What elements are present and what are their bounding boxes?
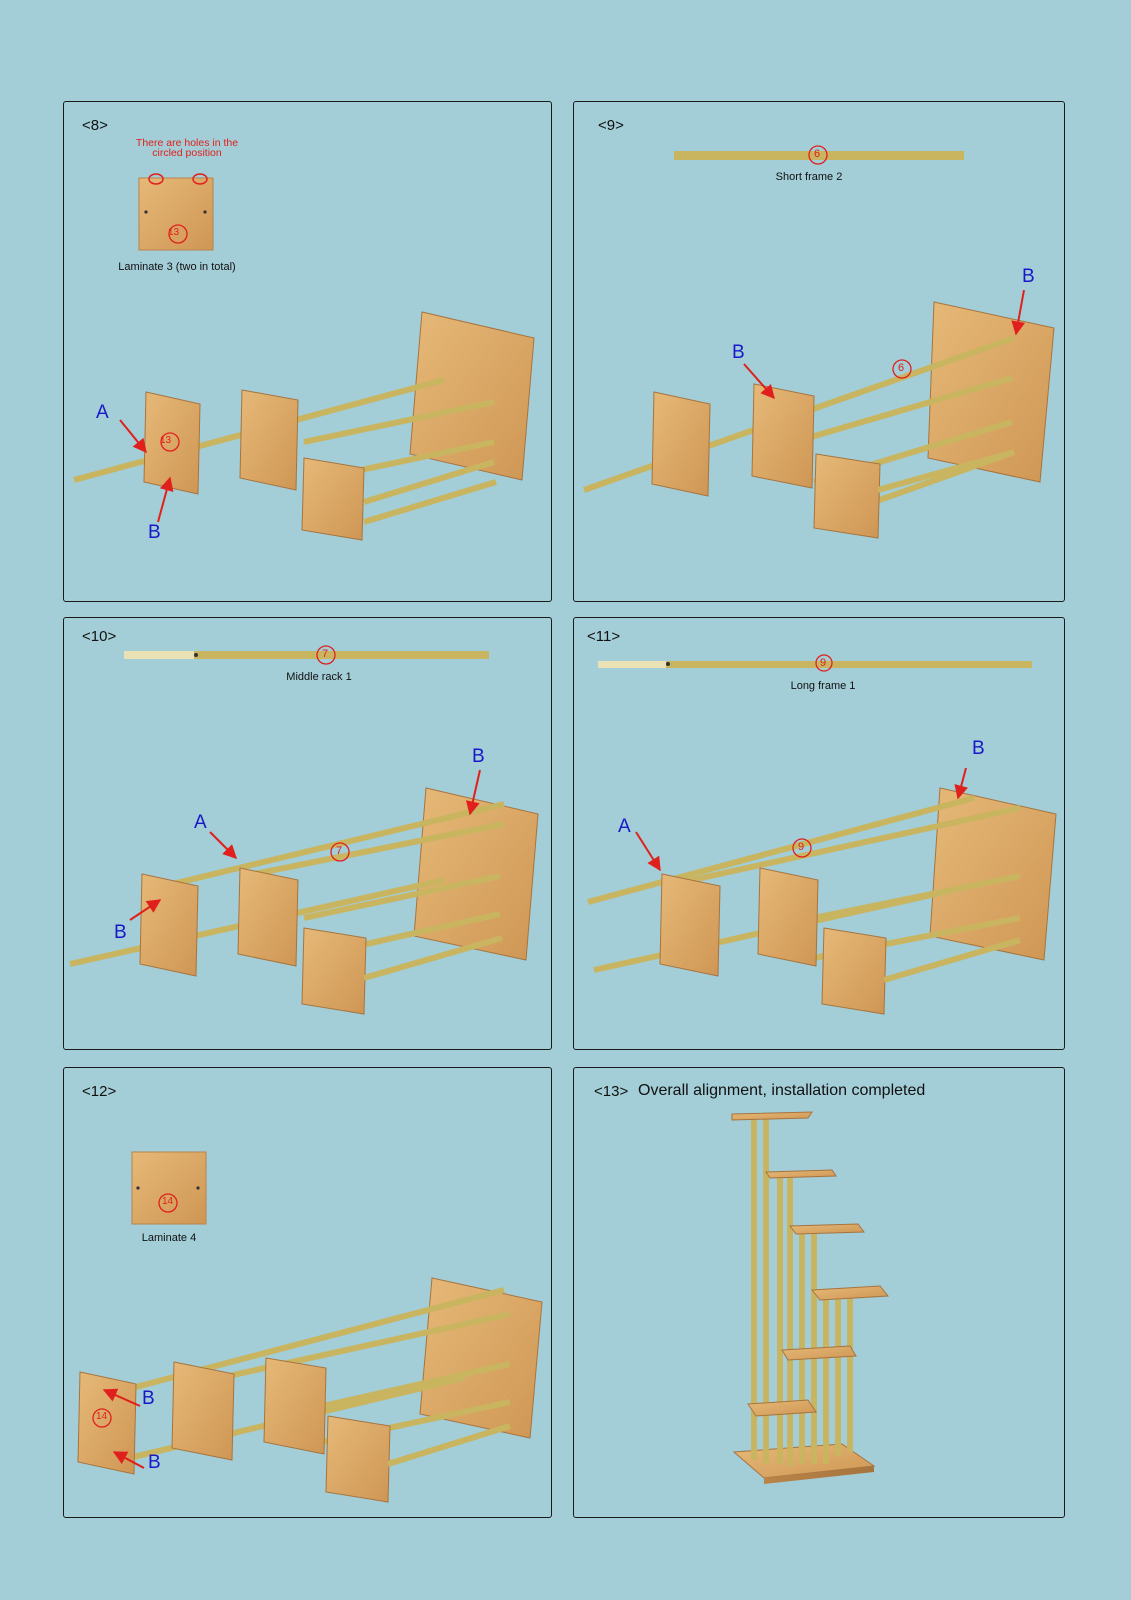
label-b: B [472, 746, 485, 767]
step-12-panel [63, 1067, 552, 1518]
part-caption: Laminate 4 [141, 1232, 197, 1244]
step-8-illustration [64, 102, 553, 603]
part-caption: Short frame 2 [775, 171, 843, 183]
rack-assembly [584, 290, 1054, 538]
step-11-panel [573, 617, 1065, 1050]
label-a: A [96, 402, 109, 423]
label-b: B [732, 342, 745, 363]
label-a: A [194, 812, 207, 833]
step-12-illustration [64, 1068, 553, 1519]
label-a: A [618, 816, 631, 837]
step-13-panel [573, 1067, 1065, 1518]
completed-plant-stand-illustration [574, 1068, 1066, 1519]
step-number: <11> [587, 628, 621, 645]
label-b: B [142, 1388, 155, 1409]
part-number-13-assembly: 13 [160, 435, 172, 446]
part-number-6: 6 [814, 148, 821, 160]
part-number-7: 7 [322, 648, 329, 660]
part-number-13: 13 [168, 227, 180, 238]
part-number-6-assembly: 6 [898, 362, 905, 374]
part-number-9: 9 [820, 657, 827, 669]
step-number: <12> [82, 1083, 117, 1100]
label-b: B [1022, 266, 1035, 287]
part-caption: Laminate 3 (two in total) [118, 261, 236, 273]
label-b: B [114, 922, 127, 943]
completion-title: Overall alignment, installation completed [638, 1082, 926, 1099]
part-caption: Long frame 1 [790, 680, 856, 692]
plant-stand [732, 1112, 888, 1484]
rack-assembly [70, 770, 538, 1014]
step-number: <13> [594, 1083, 629, 1100]
label-b: B [148, 522, 161, 543]
part-number-7-assembly: 7 [336, 845, 343, 857]
step-9-panel [573, 101, 1065, 602]
rack-assembly [588, 768, 1056, 1014]
laminate-part [139, 178, 213, 250]
step-number: <10> [82, 628, 117, 645]
arrow-a [120, 420, 146, 452]
part-number-14: 14 [162, 1196, 174, 1207]
arrow-a [636, 832, 660, 870]
hole-note: There are holes in the circled position [135, 137, 239, 159]
step-number: <9> [598, 117, 624, 134]
laminate-part [132, 1152, 206, 1224]
step-10-panel [63, 617, 552, 1050]
label-b: B [972, 738, 985, 759]
arrow-a [210, 832, 236, 858]
part-number-14-assembly: 14 [96, 1411, 108, 1422]
label-b: B [148, 1452, 161, 1473]
part-caption: Middle rack 1 [286, 671, 352, 683]
rack-assembly [74, 312, 534, 540]
step-number: <8> [82, 117, 108, 134]
step-8-panel [63, 101, 552, 602]
part-number-9-assembly: 9 [798, 841, 805, 853]
